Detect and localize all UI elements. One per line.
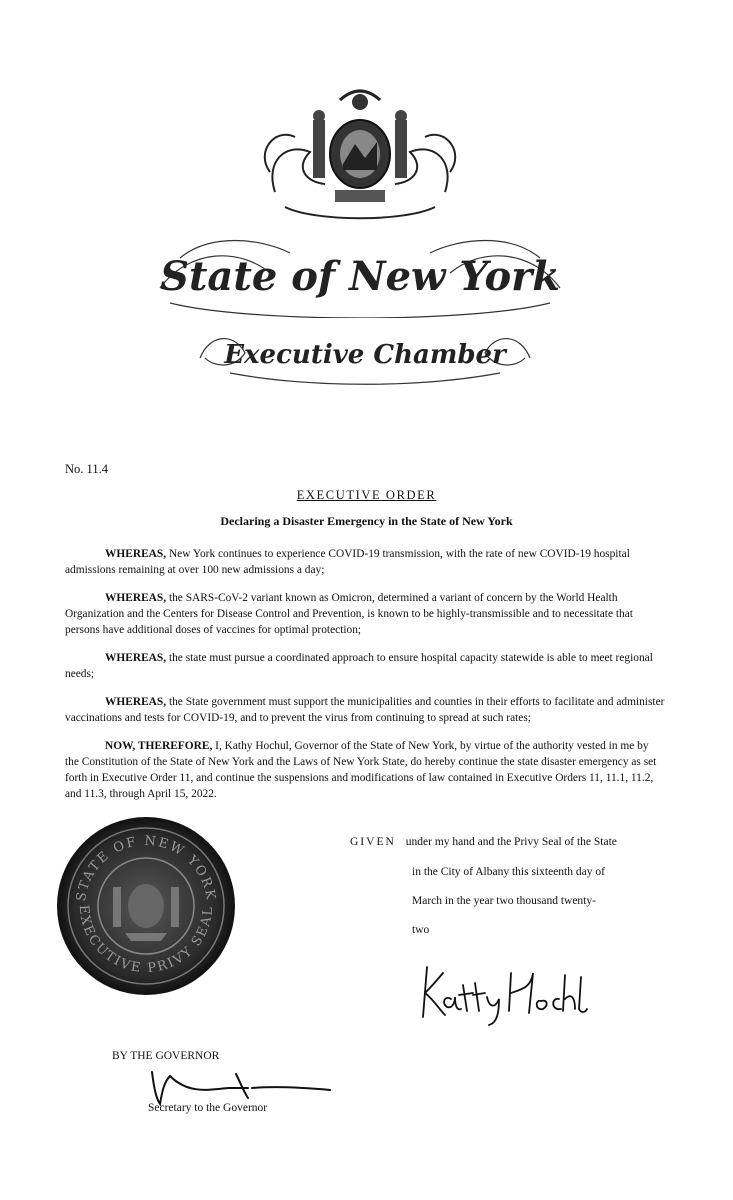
privy-seal-icon	[55, 815, 237, 997]
paragraph	[65, 650, 665, 682]
seal-bottom-text: EXECUTIVE PRIVY SEAL	[75, 904, 217, 977]
paragraph-text: the State government must support the municipalities and counties in their efforts to facilitate and administer vaccinations and tests for COVID-19, and to prevent the virus from continuing to spread at such rates;	[65, 696, 665, 724]
paragraph	[65, 694, 665, 726]
given-line: in the City of Albany this sixteenth day of	[412, 866, 605, 878]
paragraph-text: New York continues to experience COVID-19 transmission, with the rate of new COVID-19 hospital admissions remaining at over 100 new admissions a day;	[65, 548, 630, 576]
seal-top-text: STATE OF NEW YORK	[74, 833, 218, 903]
given-word: GIVEN	[350, 836, 396, 848]
paragraph	[65, 738, 665, 802]
paragraph	[65, 590, 665, 638]
given-line: under my hand and the Privy Seal of the State	[405, 836, 617, 848]
letterhead-title-graphic	[150, 228, 570, 318]
letterhead-subtitle-graphic	[190, 318, 540, 388]
letterhead-title: State of New York	[160, 253, 560, 300]
paragraph-text: I, Kathy Hochul, Governor of the State of New York, by virtue of the authority vested in me by the Constitution of the State of New York and the Laws of New York State, do hereby continue the state disaster emergency as set forth in Executive Order 11, and continue the suspensions and modifications of law contained in Executive Orders 11, 11.1, 11.2, and 11.3, through April 15, 2022.	[65, 740, 657, 800]
paragraph-lead: WHEREAS,	[105, 696, 167, 708]
order-body	[65, 546, 665, 814]
paragraph-lead: NOW, THEREFORE,	[105, 740, 213, 752]
governor-signature	[415, 955, 590, 1030]
state-crest-icon	[255, 72, 465, 232]
order-number: No. 11.4	[65, 462, 108, 476]
given-line: two	[412, 924, 430, 936]
given-block	[350, 836, 650, 946]
order-heading	[0, 488, 733, 503]
given-line: March in the year two thousand twenty-	[412, 895, 596, 907]
order-heading-text: EXECUTIVE ORDER	[296, 488, 437, 502]
paragraph	[65, 546, 665, 578]
order-subheading: Declaring a Disaster Emergency in the State of New York	[220, 514, 513, 528]
letterhead-subtitle: Executive Chamber	[224, 340, 506, 370]
secretary-signature	[148, 1064, 333, 1106]
paragraph-lead: WHEREAS,	[105, 592, 167, 604]
paragraph-lead: WHEREAS,	[105, 548, 167, 560]
secretary-label: Secretary to the Governor	[148, 1102, 268, 1114]
by-the-governor-label: BY THE GOVERNOR	[112, 1050, 220, 1062]
paragraph-text: the SARS-CoV-2 variant known as Omicron, determined a variant of concern by the World Health Organization and the Centers for Disease Control and Prevention, is known to be highly-transmissible and to necessitate that persons have additional doses of vaccines for optimal protection;	[65, 592, 633, 636]
paragraph-lead: WHEREAS,	[105, 652, 167, 664]
paragraph-text: the state must pursue a coordinated approach to ensure hospital capacity statewide is able to meet regional needs;	[65, 652, 653, 680]
